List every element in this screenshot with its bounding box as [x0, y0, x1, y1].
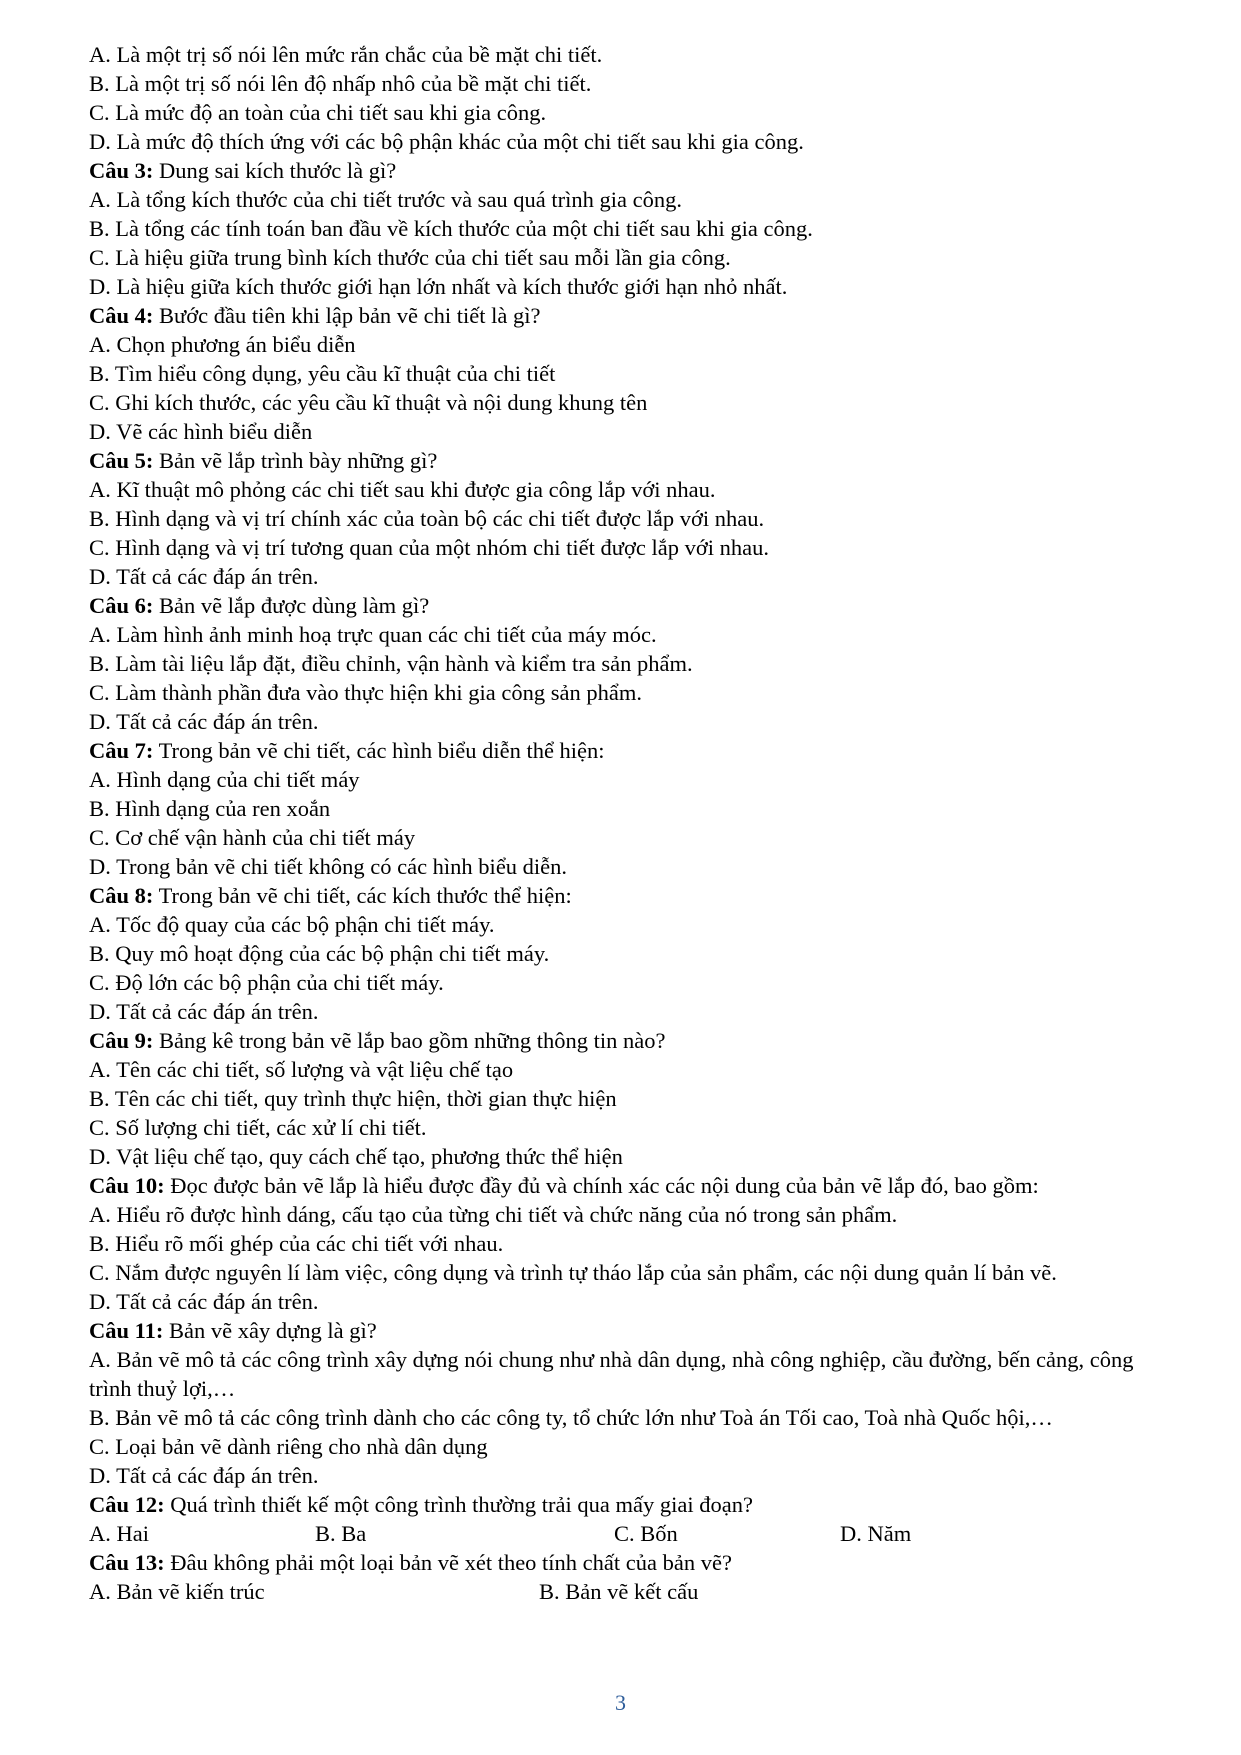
question-4-label: Câu 4:: [89, 303, 154, 328]
q2-option-a: A. Là một trị số nói lên mức rắn chắc của bề mặt chi tiết.: [89, 42, 603, 67]
page-content: [89, 40, 1159, 1606]
q10-option-d: D. Tất cả các đáp án trên.: [89, 1289, 319, 1314]
q2-option-d: D. Là mức độ thích ứng với các bộ phận khác của một chi tiết sau khi gia công.: [89, 129, 804, 154]
question-9-text: Bảng kê trong bản vẽ lắp bao gồm những thông tin nào?: [153, 1028, 666, 1053]
question-4-text: Bước đầu tiên khi lập bản vẽ chi tiết là gì?: [153, 303, 541, 328]
q10-option-a: A. Hiểu rõ được hình dáng, cấu tạo của từng chi tiết và chức năng của nó trong sản phẩm.: [89, 1202, 898, 1227]
q12-option-a: A. Hai: [89, 1521, 149, 1546]
question-11-label: Câu 11:: [89, 1318, 164, 1343]
question-8-label: Câu 8:: [89, 883, 154, 908]
q2-option-b: B. Là một trị số nói lên độ nhấp nhô của bề mặt chi tiết.: [89, 71, 592, 96]
q3-option-b: B. Là tổng các tính toán ban đầu về kích thước của một chi tiết sau khi gia công.: [89, 216, 813, 241]
question-7-label: Câu 7:: [89, 738, 154, 763]
q5-option-b: B. Hình dạng và vị trí chính xác của toàn bộ các chi tiết được lắp với nhau.: [89, 506, 765, 531]
question-3-label: Câu 3:: [89, 158, 154, 183]
question-3-text: Dung sai kích thước là gì?: [153, 158, 397, 183]
q7-option-d: D. Trong bản vẽ chi tiết không có các hình biểu diễn.: [89, 854, 568, 879]
q13-options-row: [89, 1577, 1159, 1606]
q7-option-b: B. Hình dạng của ren xoắn: [89, 796, 331, 821]
question-8: [89, 881, 1159, 910]
question-8-text: Trong bản vẽ chi tiết, các kích thước thể hiện:: [153, 883, 572, 908]
q11-option-c: C. Loại bản vẽ dành riêng cho nhà dân dụng: [89, 1434, 488, 1459]
q12-option-c: C. Bốn: [614, 1521, 678, 1546]
q9-option-c: C. Số lượng chi tiết, các xử lí chi tiết.: [89, 1115, 427, 1140]
q10-option-b: B. Hiểu rõ mối ghép của các chi tiết với nhau.: [89, 1231, 504, 1256]
question-11-text: Bản vẽ xây dựng là gì?: [163, 1318, 377, 1343]
q8-option-a: A. Tốc độ quay của các bộ phận chi tiết máy.: [89, 912, 495, 937]
question-13-label: Câu 13:: [89, 1550, 165, 1575]
q5-option-a: A. Kĩ thuật mô phỏng các chi tiết sau khi được gia công lắp với nhau.: [89, 477, 716, 502]
q6-option-c: C. Làm thành phần đưa vào thực hiện khi gia công sản phẩm.: [89, 680, 643, 705]
q13-option-a: A. Bản vẽ kiến trúc: [89, 1579, 265, 1604]
question-5: [89, 446, 1159, 475]
question-9-label: Câu 9:: [89, 1028, 154, 1053]
q8-option-c: C. Độ lớn các bộ phận của chi tiết máy.: [89, 970, 444, 995]
q11-option-b: B. Bản vẽ mô tả các công trình dành cho các công ty, tổ chức lớn như Toà án Tối cao, Toà nhà Quốc hội,…: [89, 1405, 1053, 1430]
q3-option-c: C. Là hiệu giữa trung bình kích thước của chi tiết sau mỗi lần gia công.: [89, 245, 731, 270]
q4-option-c: C. Ghi kích thước, các yêu cầu kĩ thuật và nội dung khung tên: [89, 390, 648, 415]
question-3: [89, 156, 1159, 185]
question-5-text: Bản vẽ lắp trình bày những gì?: [153, 448, 438, 473]
q9-option-a: A. Tên các chi tiết, số lượng và vật liệu chế tạo: [89, 1057, 514, 1082]
q5-option-c: C. Hình dạng và vị trí tương quan của một nhóm chi tiết được lắp với nhau.: [89, 535, 769, 560]
question-6-text: Bản vẽ lắp được dùng làm gì?: [153, 593, 430, 618]
question-10-label: Câu 10:: [89, 1173, 165, 1198]
q4-option-d: D. Vẽ các hình biểu diễn: [89, 419, 313, 444]
q4-option-a: A. Chọn phương án biểu diễn: [89, 332, 356, 357]
q4-option-b: B. Tìm hiểu công dụng, yêu cầu kĩ thuật của chi tiết: [89, 361, 556, 386]
q11-option-a: A. Bản vẽ mô tả các công trình xây dựng nói chung như nhà dân dụng, nhà công nghiệp, cầu đường, bến cảng, công trình thuỷ lợi,…: [89, 1347, 1134, 1401]
q8-option-b: B. Quy mô hoạt động của các bộ phận chi tiết máy.: [89, 941, 550, 966]
question-12-text: Quá trình thiết kế một công trình thường trải qua mấy giai đoạn?: [164, 1492, 753, 1517]
q12-options-row: [89, 1519, 1159, 1548]
question-4: [89, 301, 1159, 330]
question-11: [89, 1316, 1159, 1345]
question-6-label: Câu 6:: [89, 593, 154, 618]
q8-option-d: D. Tất cả các đáp án trên.: [89, 999, 319, 1024]
question-7-text: Trong bản vẽ chi tiết, các hình biểu diễn thể hiện:: [153, 738, 605, 763]
q7-option-c: C. Cơ chế vận hành của chi tiết máy: [89, 825, 416, 850]
q6-option-a: A. Làm hình ảnh minh hoạ trực quan các chi tiết của máy móc.: [89, 622, 657, 647]
q7-option-a: A. Hình dạng của chi tiết máy: [89, 767, 360, 792]
question-7: [89, 736, 1159, 765]
q10-option-c: C. Nắm được nguyên lí làm việc, công dụng và trình tự tháo lắp của sản phẩm, các nội dung quản lí bản vẽ.: [89, 1260, 1057, 1285]
question-9: [89, 1026, 1159, 1055]
question-5-label: Câu 5:: [89, 448, 154, 473]
page-number: 3: [615, 1690, 626, 1715]
question-6: [89, 591, 1159, 620]
question-10: [89, 1171, 1159, 1200]
question-12: [89, 1490, 1159, 1519]
q3-option-a: A. Là tổng kích thước của chi tiết trước và sau quá trình gia công.: [89, 187, 683, 212]
q11-option-d: D. Tất cả các đáp án trên.: [89, 1463, 319, 1488]
q12-option-d: D. Năm: [840, 1521, 912, 1546]
q5-option-d: D. Tất cả các đáp án trên.: [89, 564, 319, 589]
q6-option-b: B. Làm tài liệu lắp đặt, điều chỉnh, vận hành và kiểm tra sản phẩm.: [89, 651, 693, 676]
q9-option-d: D. Vật liệu chế tạo, quy cách chế tạo, phương thức thể hiện: [89, 1144, 623, 1169]
q2-option-c: C. Là mức độ an toàn của chi tiết sau khi gia công.: [89, 100, 547, 125]
q13-option-b: B. Bản vẽ kết cấu: [539, 1579, 699, 1604]
q3-option-d: D. Là hiệu giữa kích thước giới hạn lớn nhất và kích thước giới hạn nhỏ nhất.: [89, 274, 788, 299]
q6-option-d: D. Tất cả các đáp án trên.: [89, 709, 319, 734]
q9-option-b: B. Tên các chi tiết, quy trình thực hiện, thời gian thực hiện: [89, 1086, 617, 1111]
question-12-label: Câu 12:: [89, 1492, 165, 1517]
question-13-text: Đâu không phải một loại bản vẽ xét theo tính chất của bản vẽ?: [164, 1550, 732, 1575]
q12-option-b: B. Ba: [315, 1521, 367, 1546]
question-13: [89, 1548, 1159, 1577]
question-10-text: Đọc được bản vẽ lắp là hiểu được đầy đủ và chính xác các nội dung của bản vẽ lắp đó, bao gồm:: [164, 1173, 1039, 1198]
